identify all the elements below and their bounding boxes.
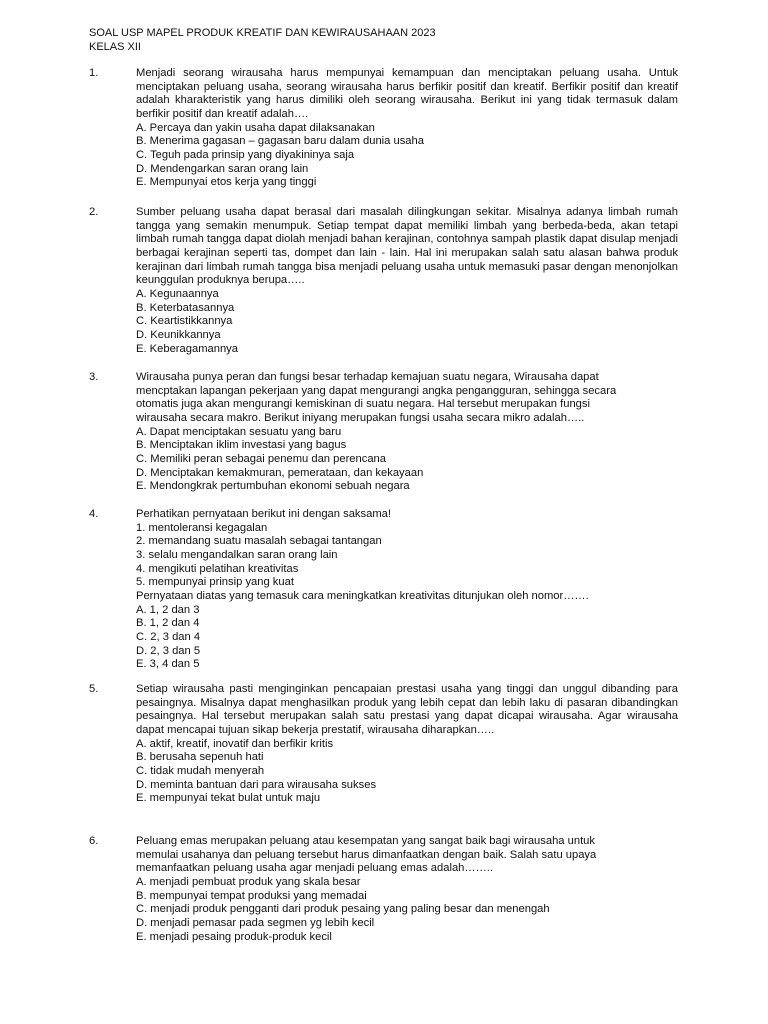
class-label: KELAS XII bbox=[89, 40, 141, 53]
option-c: C. Keartistikkannya bbox=[136, 315, 233, 328]
option-d: D. Mendengarkan saran orang lain bbox=[136, 162, 309, 175]
option-a: A. Percaya dan yakin usaha dapat dilaksanakan bbox=[136, 121, 375, 134]
stem-line: memulai usahanya dan peluang tersebut harus dimanfaatkan dengan baik. Salah satu upaya bbox=[136, 848, 597, 861]
option-c: C. Teguh pada prinsip yang diyakininya saja bbox=[136, 148, 355, 161]
document-header bbox=[89, 27, 436, 54]
option-a: A. menjadi pembuat produk yang skala besar bbox=[136, 875, 361, 888]
statement-list bbox=[136, 522, 678, 590]
question-body bbox=[136, 683, 678, 806]
option-e: E. Keberagamannya bbox=[136, 342, 238, 355]
answer-options bbox=[136, 426, 678, 494]
question-number: 5. bbox=[89, 683, 99, 695]
document-title: SOAL USP MAPEL PRODUK KREATIF DAN KEWIRAUSAHAAN 2023 bbox=[89, 27, 436, 39]
option-c: C. 2, 3 dan 4 bbox=[136, 630, 201, 643]
statement-item: 2. memandang suatu masalah sebagai tantangan bbox=[136, 535, 382, 548]
option-e: E. Mempunyai etos kerja yang tinggi bbox=[136, 176, 317, 189]
stem-line: wirausaha secara makro. Berikut iniyang merupakan fungsi usaha secara mikro adalah….. bbox=[136, 411, 585, 424]
answer-options bbox=[136, 738, 678, 806]
stem-line: Peluang emas merupakan peluang atau kesempatan yang sangat baik bagi wirausaha untuk bbox=[136, 835, 595, 847]
option-b: B. Menerima gagasan – gagasan baru dalam dunia usaha bbox=[136, 135, 424, 148]
question-stem bbox=[136, 371, 678, 426]
option-e: E. mempunyai tekat bulat untuk maju bbox=[136, 792, 321, 805]
question-body bbox=[136, 371, 678, 494]
option-a: A. aktif, kreatif, inovatif dan berfikir kritis bbox=[136, 737, 334, 750]
answer-options bbox=[136, 876, 678, 944]
option-d: D. meminta bantuan dari para wirausaha sukses bbox=[136, 778, 377, 791]
statement-item: 4. mengikuti pelatihan kreativitas bbox=[136, 562, 299, 575]
question-number: 2. bbox=[89, 206, 99, 218]
question-stem bbox=[136, 835, 678, 876]
answer-options bbox=[136, 604, 678, 672]
option-c: C. Memiliki peran sebagai penemu dan perencana bbox=[136, 452, 387, 465]
answer-options bbox=[136, 122, 678, 190]
option-b: B. mempunyai tempat produksi yang memadai bbox=[136, 889, 367, 902]
question-stem: Sumber peluang usaha dapat berasal dari masalah dilingkungan sekitar. Misalnya adanya limbah rumah tangga yang semakin menumpuk. Setiap tempat dapat memiliki limbah yang berbeda-beda, akan tetapi limbah rumah tangga dapat diolah menjadi bahan kerajinan, contohnya sampah plastik dapat disulap menjadi berbagai kerajinan seperti tas, dompet dan lain - lain. Hal ini merupakan salah satu alasan bahwa produk kerajinan dari limbah rumah tangga bisa menjadi peluang usaha untuk memasuki pasar dengan menonjolkan keunggulan produknya berupa….. bbox=[136, 206, 678, 287]
question-body bbox=[136, 206, 678, 356]
question-number: 1. bbox=[89, 67, 99, 79]
option-e: E. Mendongkrak pertumbuhan ekonomi sebuah negara bbox=[136, 480, 410, 493]
statement-item: 3. selalu mengandalkan saran orang lain bbox=[136, 548, 338, 561]
question-number: 6. bbox=[89, 835, 99, 847]
stem-line: memanfaatkan peluang usaha agar menjadi peluang emas adalah…….. bbox=[136, 862, 493, 875]
option-b: B. Menciptakan iklim investasi yang bagus bbox=[136, 439, 347, 452]
question-number: 4. bbox=[89, 508, 99, 520]
question-intro: Perhatikan pernyataan berikut ini dengan saksama! bbox=[136, 508, 391, 520]
stem-line: otomatis juga akan mengurangi kemiskinan di suatu negara. Hal tersebut merupakan fungsi bbox=[136, 398, 590, 411]
option-b: B. Keterbatasannya bbox=[136, 301, 235, 314]
option-c: C. tidak mudah menyerah bbox=[136, 764, 265, 777]
option-a: A. Kegunaannya bbox=[136, 287, 219, 300]
option-d: D. Keunikkannya bbox=[136, 328, 221, 341]
question-prompt: Pernyataan diatas yang temasuk cara meningkatkan kreativitas ditunjukan oleh nomor……. bbox=[136, 589, 589, 602]
stem-line: mencptakan lapangan pekerjaan yang dapat mengurangi angka pengangguran, sehingga secara bbox=[136, 384, 617, 397]
question-body bbox=[136, 67, 678, 190]
option-c: C. menjadi produk pengganti dari produk pesaing yang paling besar dan menengah bbox=[136, 903, 550, 916]
option-d: D. 2, 3 dan 5 bbox=[136, 644, 201, 657]
question-body bbox=[136, 835, 678, 944]
answer-options bbox=[136, 288, 678, 356]
statement-item: 1. mentoleransi kegagalan bbox=[136, 521, 268, 534]
option-a: A. Dapat menciptakan sesuatu yang baru bbox=[136, 425, 342, 438]
option-b: B. 1, 2 dan 4 bbox=[136, 617, 200, 630]
question-number: 3. bbox=[89, 371, 99, 383]
statement-item: 5. mempunyai prinsip yang kuat bbox=[136, 576, 294, 589]
option-d: D. Menciptakan kemakmuran, pemerataan, dan kekayaan bbox=[136, 466, 424, 479]
question-body bbox=[136, 508, 678, 672]
question-stem: Menjadi seorang wirausaha harus mempunyai kemampuan dan menciptakan peluang usaha. Untuk menciptakan peluang usaha, seorang wirausaha harus berfikir positif dan kreatif. Berfikir positif dan kreatif adalah kharakteristik yang harus dimiliki oleh seorang wirausaha. Berikut ini yang tidak termasuk dalam berfikir positif dan kreatif adalah…. bbox=[136, 67, 678, 120]
question-stem: Setiap wirausaha pasti menginginkan pencapaian prestasi usaha yang tinggi dan unggul dibanding para pesaingnya. Misalnya dapat menghasilkan produk yang lebih cepat dan lebih laku di pasaran dibandingkan pesaingnya. Hal tersebut merupakan salah satu prestasi yang dapat dicapai wirausaha. Agar wirausaha dapat mencapai tujuan sikap bekerja prestatif, wirausaha diharapkan….. bbox=[136, 683, 678, 736]
option-d: D. menjadi pemasar pada segmen yg lebih kecil bbox=[136, 916, 375, 929]
stem-line: Wirausaha punya peran dan fungsi besar terhadap kemajuan suatu negara, Wirausaha dapat bbox=[136, 371, 599, 383]
option-e: E. menjadi pesaing produk-produk kecil bbox=[136, 930, 332, 943]
option-e: E. 3, 4 dan 5 bbox=[136, 658, 200, 671]
option-a: A. 1, 2 dan 3 bbox=[136, 603, 200, 616]
option-b: B. berusaha sepenuh hati bbox=[136, 751, 264, 764]
